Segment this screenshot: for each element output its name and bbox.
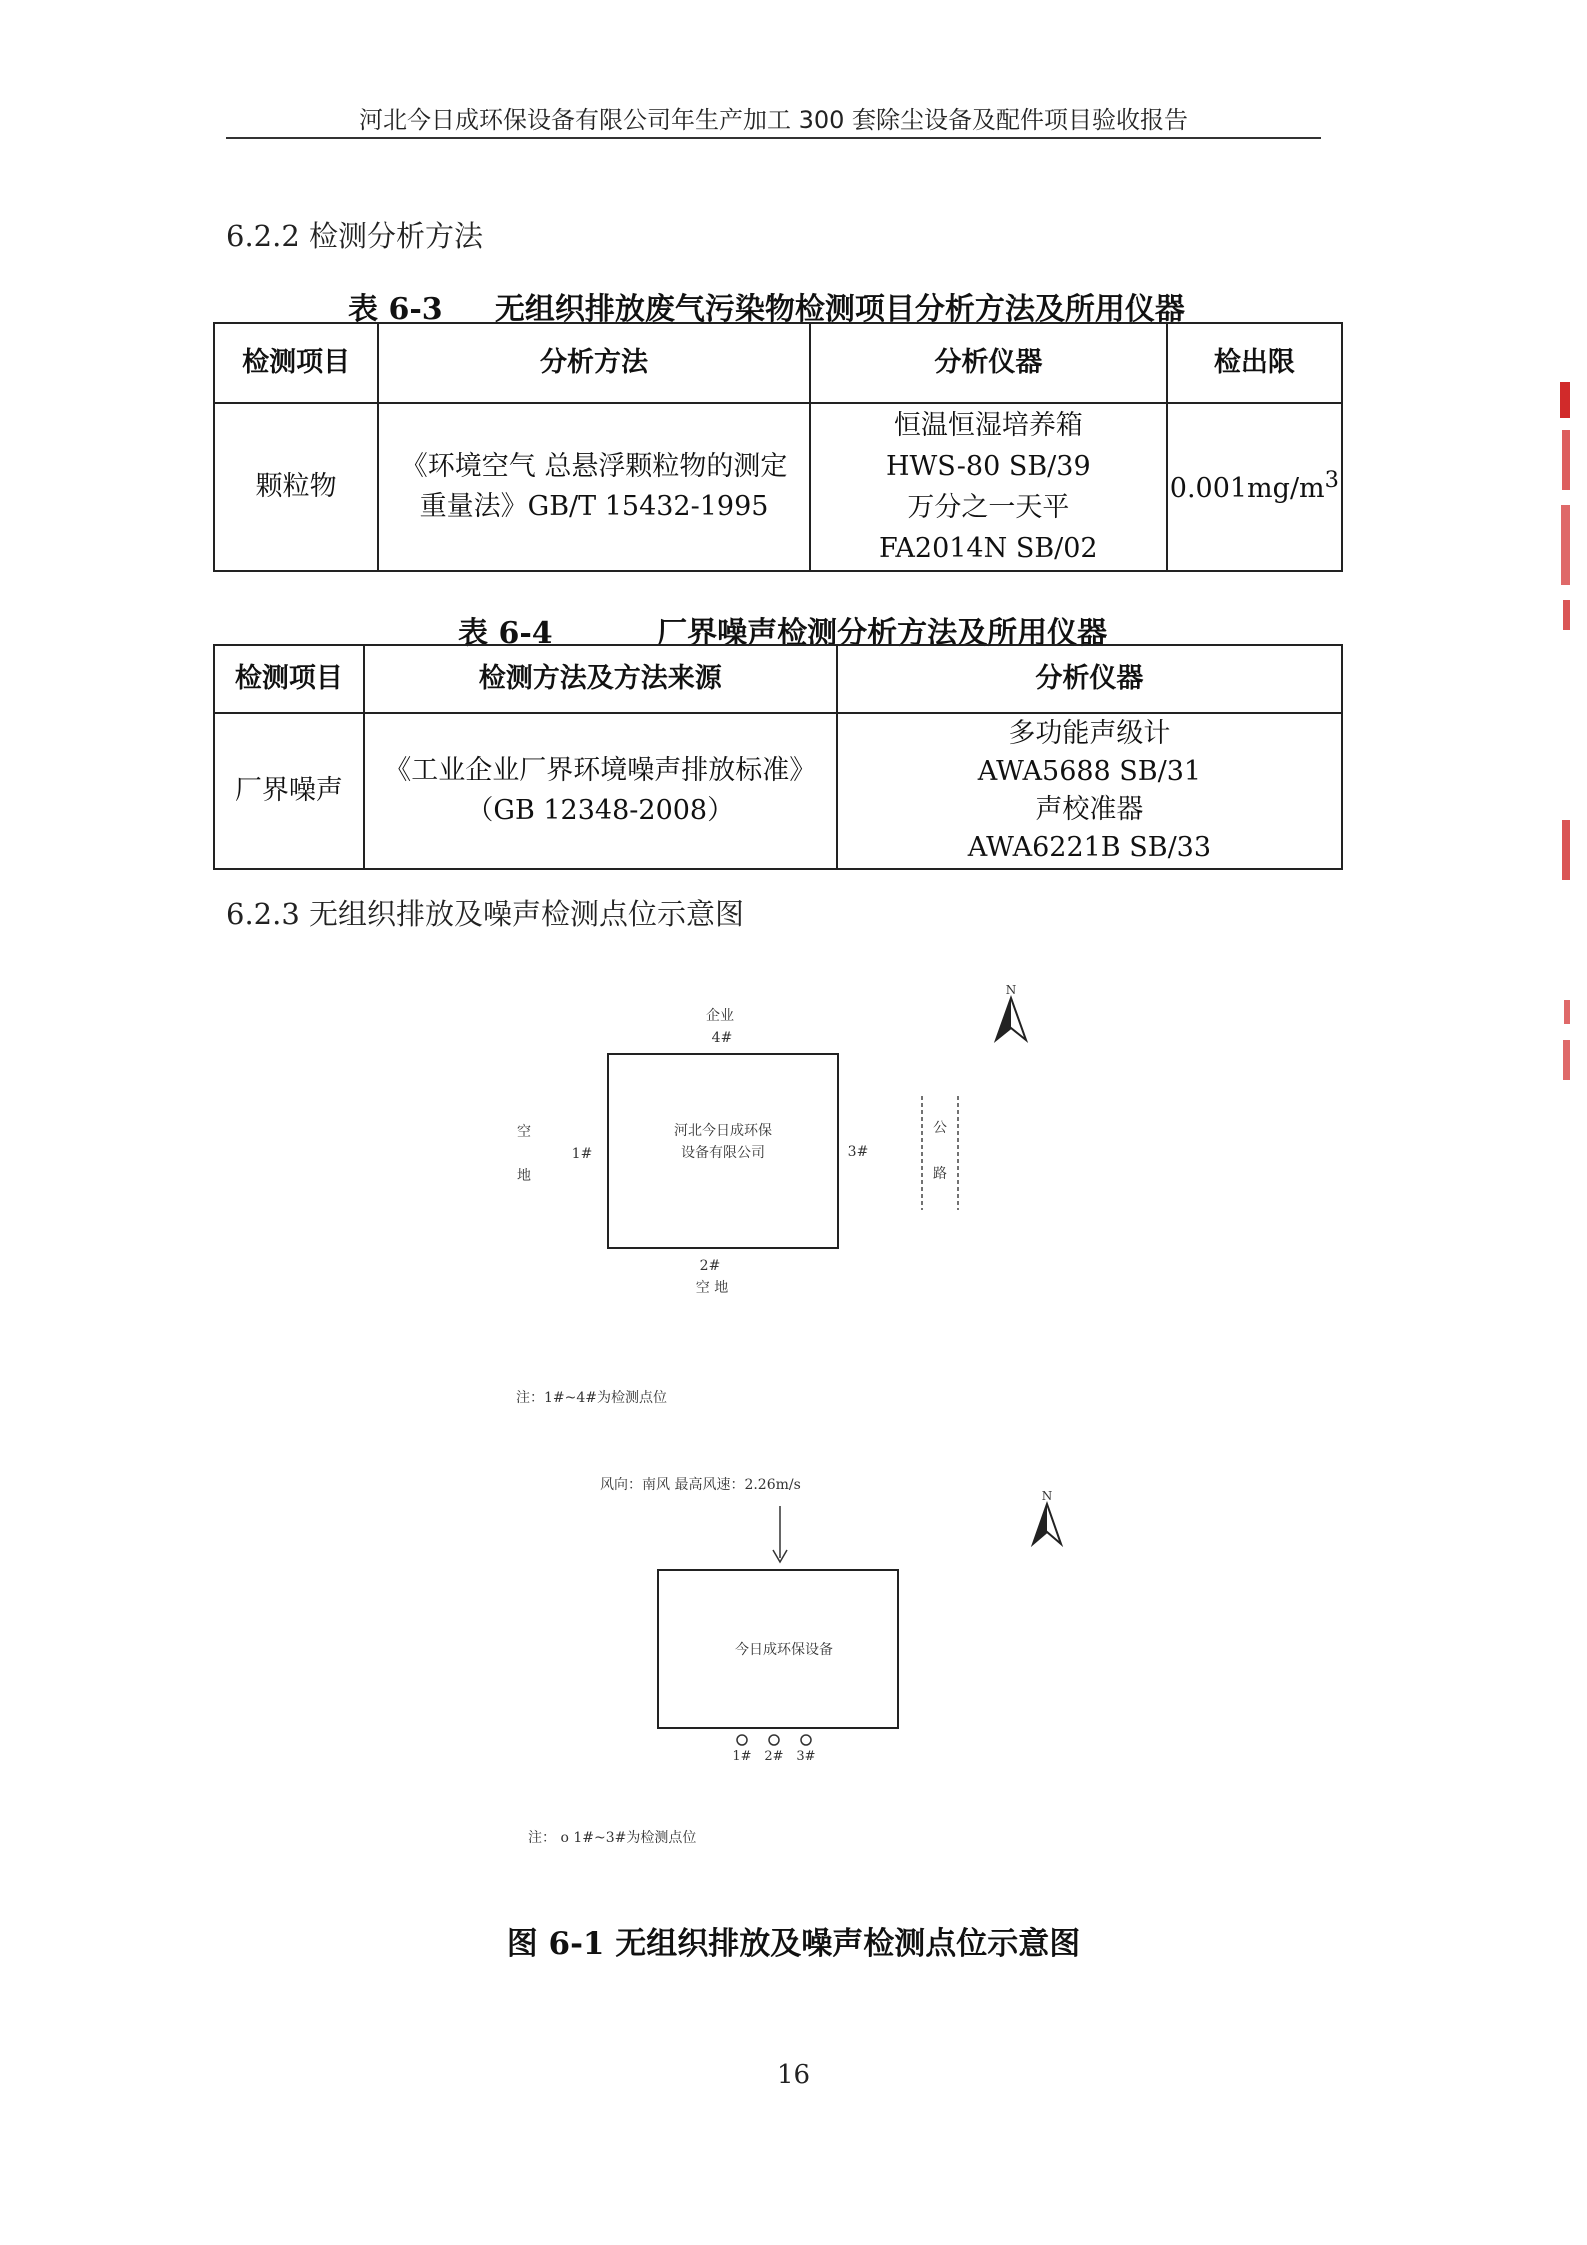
instrument-line: 声校准器 — [1035, 794, 1144, 825]
south-side-label: 空 地 — [695, 1280, 729, 1296]
north-letter: N — [1041, 1489, 1053, 1503]
stamp-fragment — [1563, 1040, 1570, 1080]
diagram-1-note: 注：1#~4#为检测点位 — [516, 1390, 668, 1406]
stamp-fragment — [1560, 382, 1570, 418]
instrument-line: 多功能声级计 — [1008, 718, 1171, 749]
stamp-fragment — [1562, 820, 1570, 880]
point-label: 2# — [764, 1749, 784, 1764]
method-line: 《环境空气 总悬浮颗粒物的测定 — [400, 450, 788, 482]
table-header-cell: 分析仪器 — [810, 323, 1167, 403]
road-label: 公 — [933, 1120, 947, 1136]
page-header: 河北今日成环保设备有限公司年生产加工 300 套除尘设备及配件项目验收报告 — [358, 106, 1189, 134]
figure-caption: 图 6-1 无组织排放及噪声检测点位示意图 — [506, 1926, 1081, 1962]
table-6-4-caption: 表 6-4 厂界噪声检测分析方法及所用仪器 — [458, 616, 1108, 651]
north-arrow-icon — [996, 983, 1026, 1040]
north-arrow-icon — [1033, 1489, 1061, 1544]
stamp-fragment — [1563, 600, 1570, 630]
limit-superscript: 3 — [1324, 467, 1339, 494]
point-marker-icon — [801, 1735, 811, 1745]
building-2-name: 今日成环保设备 — [735, 1642, 833, 1658]
table-header-cell: 分析方法 — [378, 323, 810, 403]
point-3-label: 3# — [847, 1144, 869, 1160]
building-name-line: 设备有限公司 — [681, 1145, 765, 1161]
section-title-6-2-2: 6.2.2 检测分析方法 — [226, 219, 484, 253]
table-header-cell: 检测项目 — [214, 323, 378, 403]
point-2-label: 2# — [699, 1258, 721, 1274]
north-letter: N — [1005, 983, 1017, 997]
page-number: 16 — [776, 2060, 811, 2090]
section-title-6-2-3: 6.2.3 无组织排放及噪声检测点位示意图 — [226, 897, 745, 931]
stamp-fragment — [1562, 430, 1570, 490]
method-line: （GB 12348-2008） — [466, 795, 735, 826]
point-label: 3# — [796, 1749, 816, 1764]
diagram-2 — [528, 1476, 1061, 1846]
table-header-cell: 检出限 — [1167, 323, 1342, 403]
point-1-label: 1# — [571, 1146, 593, 1162]
limit-value: 0.001mg/m — [1169, 473, 1325, 505]
point-4-label: 4# — [711, 1030, 733, 1046]
table-header-cell: 分析仪器 — [837, 645, 1342, 713]
instrument-line: 万分之一天平 — [907, 492, 1070, 523]
instrument-line: HWS-80 SB/39 — [886, 451, 1091, 482]
building-name-line: 河北今日成环保 — [674, 1123, 772, 1139]
point-marker-icon — [769, 1735, 779, 1745]
instrument-line: 恒温恒湿培养箱 — [893, 410, 1083, 441]
wind-info: 风向：南风 最高风速：2.26m/s — [600, 1477, 801, 1493]
table-header-cell: 检测项目 — [214, 645, 364, 713]
diagram-2-note: 注： ο 1#~3#为检测点位 — [528, 1830, 697, 1846]
west-side-label: 空 — [517, 1124, 531, 1140]
method-line: 《工业企业厂界环境噪声排放标准》 — [384, 754, 817, 786]
instrument-line: AWA6221B SB/33 — [967, 832, 1212, 863]
table-header-cell: 检测方法及方法来源 — [364, 645, 837, 713]
instrument-line: FA2014N SB/02 — [879, 533, 1098, 564]
north-side-label: 企业 — [706, 1008, 734, 1024]
point-label: 1# — [732, 1749, 752, 1764]
road-label: 路 — [933, 1166, 947, 1182]
west-side-label: 地 — [517, 1168, 531, 1184]
item-cell: 厂界噪声 — [214, 713, 364, 869]
point-marker-icon — [737, 1735, 747, 1745]
item-cell: 颗粒物 — [214, 403, 378, 571]
stamp-fragment — [1561, 505, 1570, 585]
method-line: 重量法》GB/T 15432-1995 — [419, 491, 769, 522]
diagram-1 — [516, 983, 1026, 1406]
instrument-line: AWA5688 SB/31 — [977, 756, 1202, 787]
stamp-fragment — [1564, 1000, 1570, 1024]
table-6-3-caption: 表 6-3 无组织排放废气污染物检测项目分析方法及所用仪器 — [348, 292, 1185, 327]
